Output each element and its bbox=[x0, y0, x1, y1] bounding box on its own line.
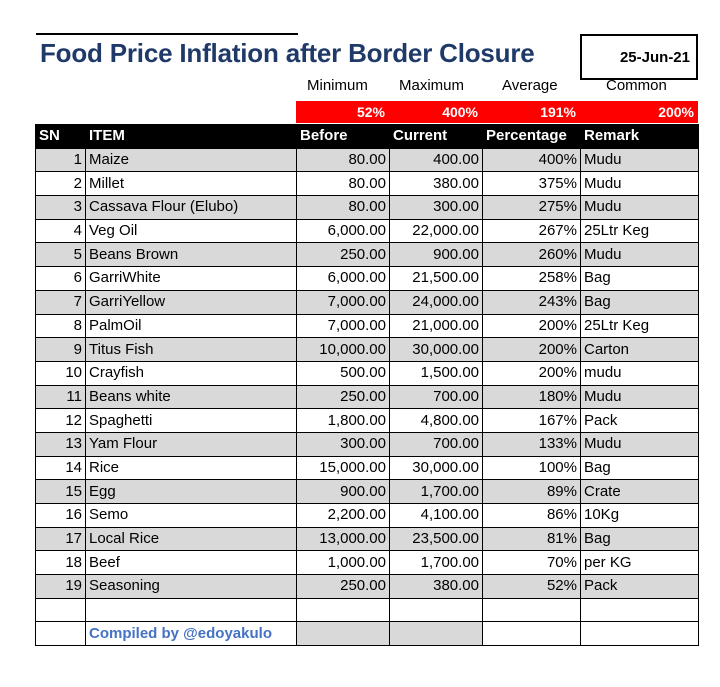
cell-percentage: 243% bbox=[483, 290, 581, 314]
cell-sn: 13 bbox=[36, 432, 86, 456]
cell-remark: 25Ltr Keg bbox=[581, 314, 699, 338]
cell-sn: 3 bbox=[36, 196, 86, 220]
cell-percentage: 267% bbox=[483, 219, 581, 243]
table-row bbox=[36, 148, 699, 172]
cell-percentage: 86% bbox=[483, 504, 581, 528]
cell-item: Local Rice bbox=[86, 527, 297, 551]
cell-item: Millet bbox=[86, 172, 297, 196]
cell-current: 380.00 bbox=[390, 575, 483, 599]
cell-sn: 15 bbox=[36, 480, 86, 504]
header-row bbox=[36, 125, 699, 149]
cell-current: 380.00 bbox=[390, 172, 483, 196]
cell-current: 21,500.00 bbox=[390, 267, 483, 291]
cell-before: 250.00 bbox=[297, 243, 390, 267]
cell-item: Beans white bbox=[86, 385, 297, 409]
cell-sn: 9 bbox=[36, 338, 86, 362]
cell-current: 21,000.00 bbox=[390, 314, 483, 338]
cell-sn: 2 bbox=[36, 172, 86, 196]
stat-value-maximum: 400% bbox=[389, 101, 482, 123]
cell-item: Egg bbox=[86, 480, 297, 504]
cell-sn: 12 bbox=[36, 409, 86, 433]
cell-percentage: 258% bbox=[483, 267, 581, 291]
table-row bbox=[36, 361, 699, 385]
cell-item: PalmOil bbox=[86, 314, 297, 338]
header-item: ITEM bbox=[86, 125, 297, 149]
stat-label-maximum: Maximum bbox=[399, 77, 465, 94]
cell-item: Seasoning bbox=[86, 575, 297, 599]
cell-remark: Mudu bbox=[581, 196, 699, 220]
table-row bbox=[36, 267, 699, 291]
header-sn: SN bbox=[36, 125, 86, 149]
table-row bbox=[36, 409, 699, 433]
cell-remark: mudu bbox=[581, 361, 699, 385]
header-percentage: Percentage bbox=[483, 125, 581, 149]
date-cell: 25-Jun-21 bbox=[580, 34, 698, 80]
cell-item: Cassava Flour (Elubo) bbox=[86, 196, 297, 220]
cell-percentage: 200% bbox=[483, 361, 581, 385]
table-row bbox=[36, 219, 699, 243]
table-row bbox=[36, 196, 699, 220]
cell-remark: Crate bbox=[581, 480, 699, 504]
table-row bbox=[36, 243, 699, 267]
cell-before: 80.00 bbox=[297, 148, 390, 172]
cell-item: GarriWhite bbox=[86, 267, 297, 291]
cell-percentage: 375% bbox=[483, 172, 581, 196]
cell-percentage: 52% bbox=[483, 575, 581, 599]
cell-current: 300.00 bbox=[390, 196, 483, 220]
cell-sn: 6 bbox=[36, 267, 86, 291]
cell-current: 4,800.00 bbox=[390, 409, 483, 433]
cell-item: GarriYellow bbox=[86, 290, 297, 314]
cell-current: 1,700.00 bbox=[390, 551, 483, 575]
cell-percentage: 400% bbox=[483, 148, 581, 172]
cell-remark: Pack bbox=[581, 575, 699, 599]
cell-remark: 25Ltr Keg bbox=[581, 219, 699, 243]
cell-item: Semo bbox=[86, 504, 297, 528]
cell-current: 400.00 bbox=[390, 148, 483, 172]
cell-current: 23,500.00 bbox=[390, 527, 483, 551]
table-row bbox=[36, 314, 699, 338]
cell-percentage: 200% bbox=[483, 314, 581, 338]
table-row bbox=[36, 575, 699, 599]
page-title: Food Price Inflation after Border Closure bbox=[40, 38, 535, 68]
cell-before: 7,000.00 bbox=[297, 314, 390, 338]
cell-sn: 16 bbox=[36, 504, 86, 528]
table-row bbox=[36, 290, 699, 314]
cell-before: 250.00 bbox=[297, 575, 390, 599]
stat-labels bbox=[0, 77, 720, 99]
cell-before: 500.00 bbox=[297, 361, 390, 385]
stat-label-common: Common bbox=[606, 77, 667, 94]
header-before: Before bbox=[297, 125, 390, 149]
stat-value-common: 200% bbox=[580, 101, 698, 123]
cell-before: 10,000.00 bbox=[297, 338, 390, 362]
cell-item: Titus Fish bbox=[86, 338, 297, 362]
cell-current: 30,000.00 bbox=[390, 456, 483, 480]
cell-sn: 19 bbox=[36, 575, 86, 599]
credit-text: Compiled by @edoyakulo bbox=[86, 622, 297, 646]
cell-remark: 10Kg bbox=[581, 504, 699, 528]
cell-before: 2,200.00 bbox=[297, 504, 390, 528]
cell-sn: 17 bbox=[36, 527, 86, 551]
cell-remark: Mudu bbox=[581, 385, 699, 409]
cell-before: 6,000.00 bbox=[297, 219, 390, 243]
cell-remark: Bag bbox=[581, 267, 699, 291]
header-remark: Remark bbox=[581, 125, 699, 149]
cell-remark: Mudu bbox=[581, 432, 699, 456]
cell-current: 22,000.00 bbox=[390, 219, 483, 243]
cell-percentage: 81% bbox=[483, 527, 581, 551]
stat-value-average: 191% bbox=[482, 101, 580, 123]
cell-item: Rice bbox=[86, 456, 297, 480]
cell-remark: Bag bbox=[581, 456, 699, 480]
cell-before: 80.00 bbox=[297, 172, 390, 196]
cell-before: 900.00 bbox=[297, 480, 390, 504]
cell-percentage: 70% bbox=[483, 551, 581, 575]
cell-before: 15,000.00 bbox=[297, 456, 390, 480]
cell-percentage: 275% bbox=[483, 196, 581, 220]
cell-remark: per KG bbox=[581, 551, 699, 575]
cell-percentage: 167% bbox=[483, 409, 581, 433]
table-row bbox=[36, 551, 699, 575]
cell-item: Crayfish bbox=[86, 361, 297, 385]
cell-percentage: 89% bbox=[483, 480, 581, 504]
table-row bbox=[36, 385, 699, 409]
cell-remark: Mudu bbox=[581, 243, 699, 267]
header-current: Current bbox=[390, 125, 483, 149]
cell-current: 700.00 bbox=[390, 432, 483, 456]
cell-percentage: 260% bbox=[483, 243, 581, 267]
table-row bbox=[36, 480, 699, 504]
cell-item: Veg Oil bbox=[86, 219, 297, 243]
cell-remark: Mudu bbox=[581, 172, 699, 196]
table-row bbox=[36, 338, 699, 362]
cell-before: 6,000.00 bbox=[297, 267, 390, 291]
stat-label-minimum: Minimum bbox=[307, 77, 368, 94]
cell-percentage: 200% bbox=[483, 338, 581, 362]
cell-before: 300.00 bbox=[297, 432, 390, 456]
cell-sn: 7 bbox=[36, 290, 86, 314]
cell-current: 900.00 bbox=[390, 243, 483, 267]
cell-sn: 8 bbox=[36, 314, 86, 338]
blank-row bbox=[36, 598, 699, 622]
cell-before: 1,000.00 bbox=[297, 551, 390, 575]
cell-item: Yam Flour bbox=[86, 432, 297, 456]
stat-values bbox=[296, 101, 698, 123]
cell-remark: Bag bbox=[581, 290, 699, 314]
cell-before: 7,000.00 bbox=[297, 290, 390, 314]
cell-before: 250.00 bbox=[297, 385, 390, 409]
cell-remark: Mudu bbox=[581, 148, 699, 172]
cell-item: Beef bbox=[86, 551, 297, 575]
cell-remark: Bag bbox=[581, 527, 699, 551]
cell-current: 1,500.00 bbox=[390, 361, 483, 385]
cell-sn: 18 bbox=[36, 551, 86, 575]
cell-current: 4,100.00 bbox=[390, 504, 483, 528]
cell-current: 700.00 bbox=[390, 385, 483, 409]
cell-before: 13,000.00 bbox=[297, 527, 390, 551]
table-row bbox=[36, 432, 699, 456]
cell-remark: Carton bbox=[581, 338, 699, 362]
cell-current: 30,000.00 bbox=[390, 338, 483, 362]
table-row bbox=[36, 527, 699, 551]
cell-item: Beans Brown bbox=[86, 243, 297, 267]
cell-current: 24,000.00 bbox=[390, 290, 483, 314]
cell-percentage: 133% bbox=[483, 432, 581, 456]
cell-before: 80.00 bbox=[297, 196, 390, 220]
table-row bbox=[36, 172, 699, 196]
cell-percentage: 180% bbox=[483, 385, 581, 409]
table-row bbox=[36, 456, 699, 480]
cell-remark: Pack bbox=[581, 409, 699, 433]
credit-row bbox=[36, 622, 699, 646]
cell-sn: 14 bbox=[36, 456, 86, 480]
cell-sn: 11 bbox=[36, 385, 86, 409]
cell-before: 1,800.00 bbox=[297, 409, 390, 433]
cell-item: Spaghetti bbox=[86, 409, 297, 433]
cell-sn: 5 bbox=[36, 243, 86, 267]
cell-sn: 1 bbox=[36, 148, 86, 172]
cell-current: 1,700.00 bbox=[390, 480, 483, 504]
stat-value-minimum: 52% bbox=[296, 101, 389, 123]
stat-label-average: Average bbox=[502, 77, 558, 94]
price-table bbox=[35, 124, 699, 646]
table-row bbox=[36, 504, 699, 528]
title-rule bbox=[36, 33, 298, 35]
cell-sn: 4 bbox=[36, 219, 86, 243]
cell-item: Maize bbox=[86, 148, 297, 172]
cell-sn: 10 bbox=[36, 361, 86, 385]
cell-percentage: 100% bbox=[483, 456, 581, 480]
